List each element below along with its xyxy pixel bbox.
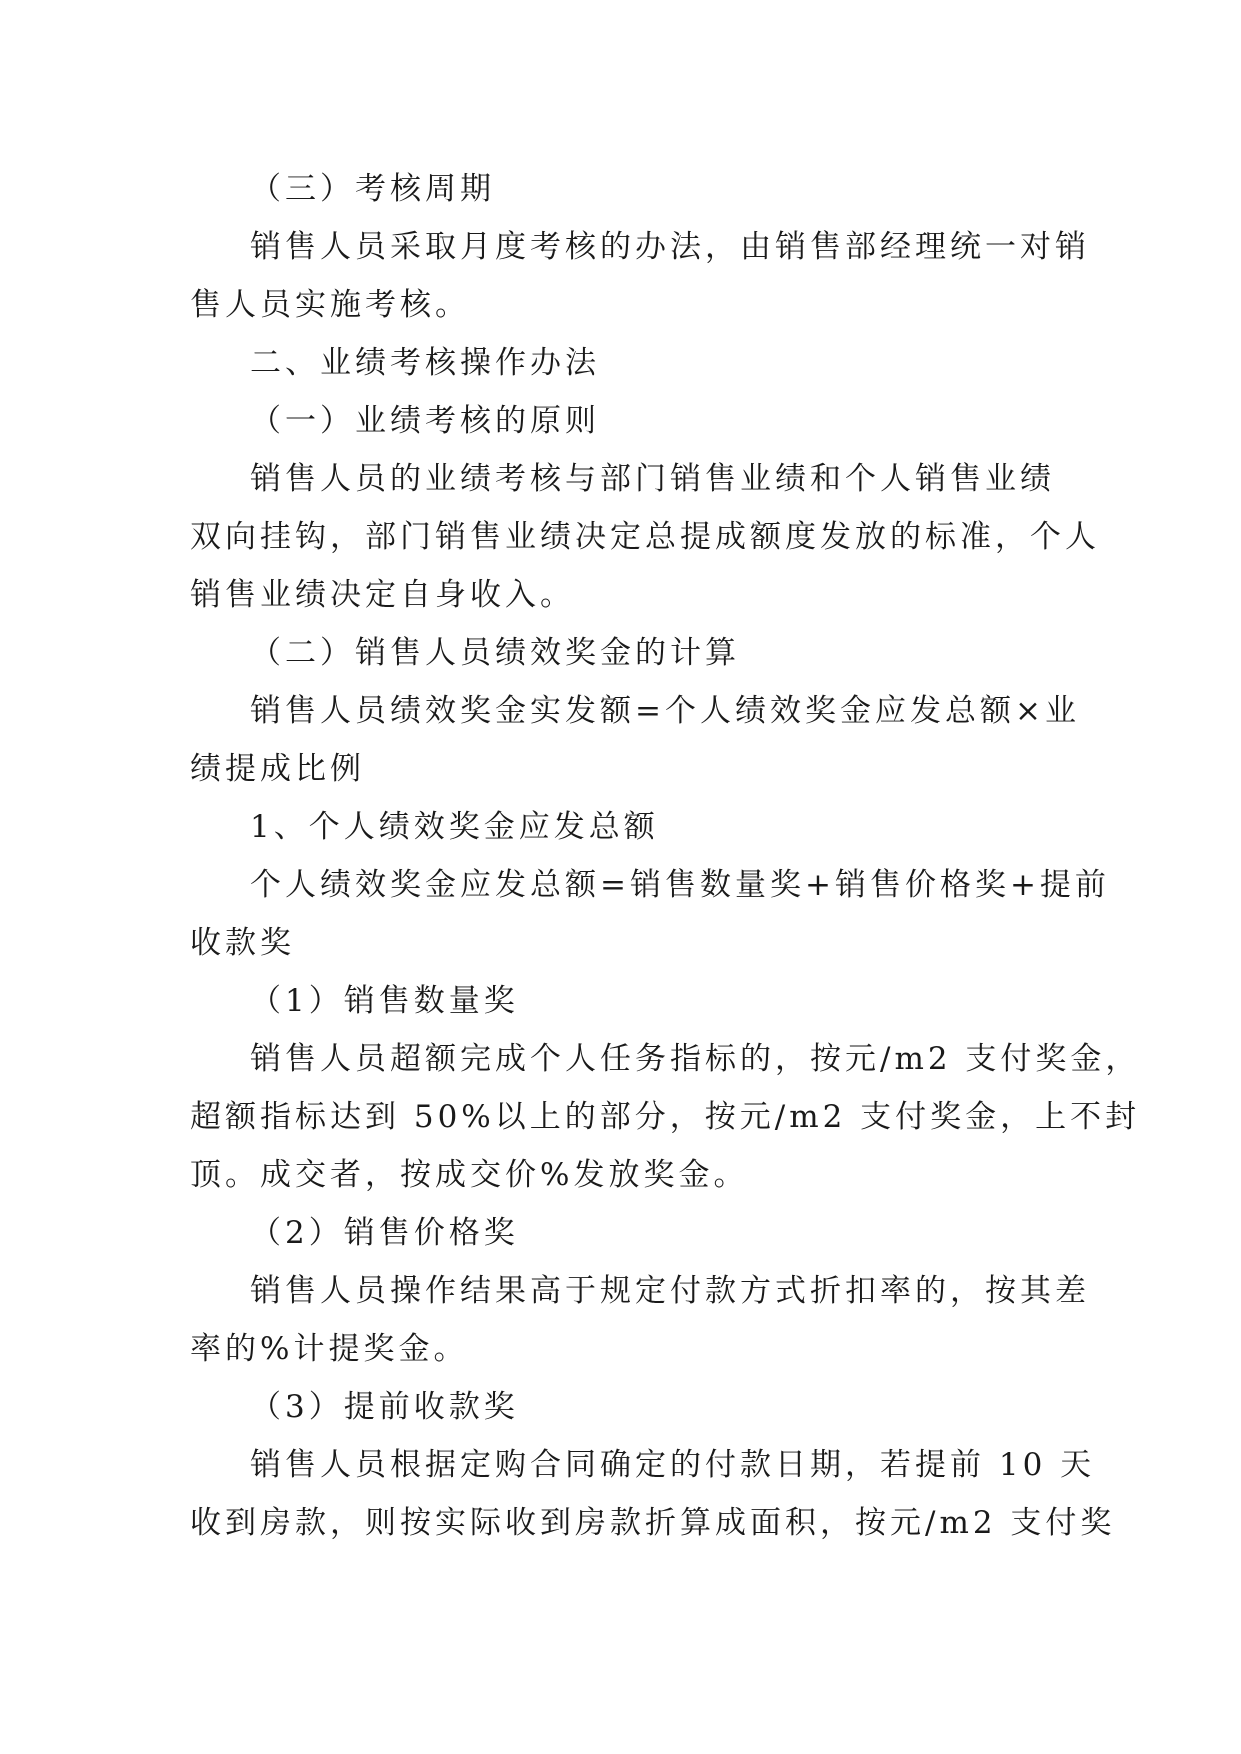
paragraph-line: 超额指标达到 50%以上的部分，按元/m2 支付奖金，上不封 <box>190 1099 1141 1135</box>
paragraph-line: 个人绩效奖金应发总额=销售数量奖+销售价格奖+提前 <box>250 867 1110 903</box>
paragraph-line: 销售人员超额完成个人任务指标的，按元/m2 支付奖金， <box>250 1041 1141 1077</box>
paragraph-line: 绩提成比例 <box>190 751 365 787</box>
item-heading-early-payment-bonus: （3）提前收款奖 <box>250 1389 519 1425</box>
paragraph-line: 销售人员根据定购合同确定的付款日期，若提前 10 天 <box>250 1447 1096 1483</box>
paragraph-line: 收款奖 <box>190 925 295 961</box>
paragraph-line: 销售业绩决定自身收入。 <box>190 577 575 613</box>
section-heading-principles: （一）业绩考核的原则 <box>250 403 600 439</box>
item-heading-price-bonus: （2）销售价格奖 <box>250 1215 519 1251</box>
item-heading-quantity-bonus: （1）销售数量奖 <box>250 983 519 1019</box>
document-body <box>190 160 1141 1552</box>
paragraph-line: 顶。成交者，按成交价%发放奖金。 <box>190 1157 749 1193</box>
subsection-heading-total-bonus: 1、个人绩效奖金应发总额 <box>250 809 659 845</box>
paragraph-line: 收到房款，则按实际收到房款折算成面积，按元/m2 支付奖 <box>190 1505 1116 1541</box>
section-heading-performance-operation: 二、业绩考核操作办法 <box>250 345 600 381</box>
paragraph-line: 销售人员采取月度考核的办法，由销售部经理统一对销 <box>250 229 1090 265</box>
paragraph-line: 售人员实施考核。 <box>190 287 470 323</box>
paragraph-line: 率的%计提奖金。 <box>190 1331 469 1367</box>
paragraph-line: 销售人员绩效奖金实发额=个人绩效奖金应发总额×业 <box>250 693 1080 729</box>
paragraph-line: 销售人员操作结果高于规定付款方式折扣率的，按其差 <box>250 1273 1090 1309</box>
paragraph-line: 双向挂钩，部门销售业绩决定总提成额度发放的标准，个人 <box>190 519 1100 555</box>
paragraph-line: 销售人员的业绩考核与部门销售业绩和个人销售业绩 <box>250 461 1055 497</box>
section-heading-assessment-period: （三）考核周期 <box>250 171 495 207</box>
section-heading-bonus-calculation: （二）销售人员绩效奖金的计算 <box>250 635 740 671</box>
